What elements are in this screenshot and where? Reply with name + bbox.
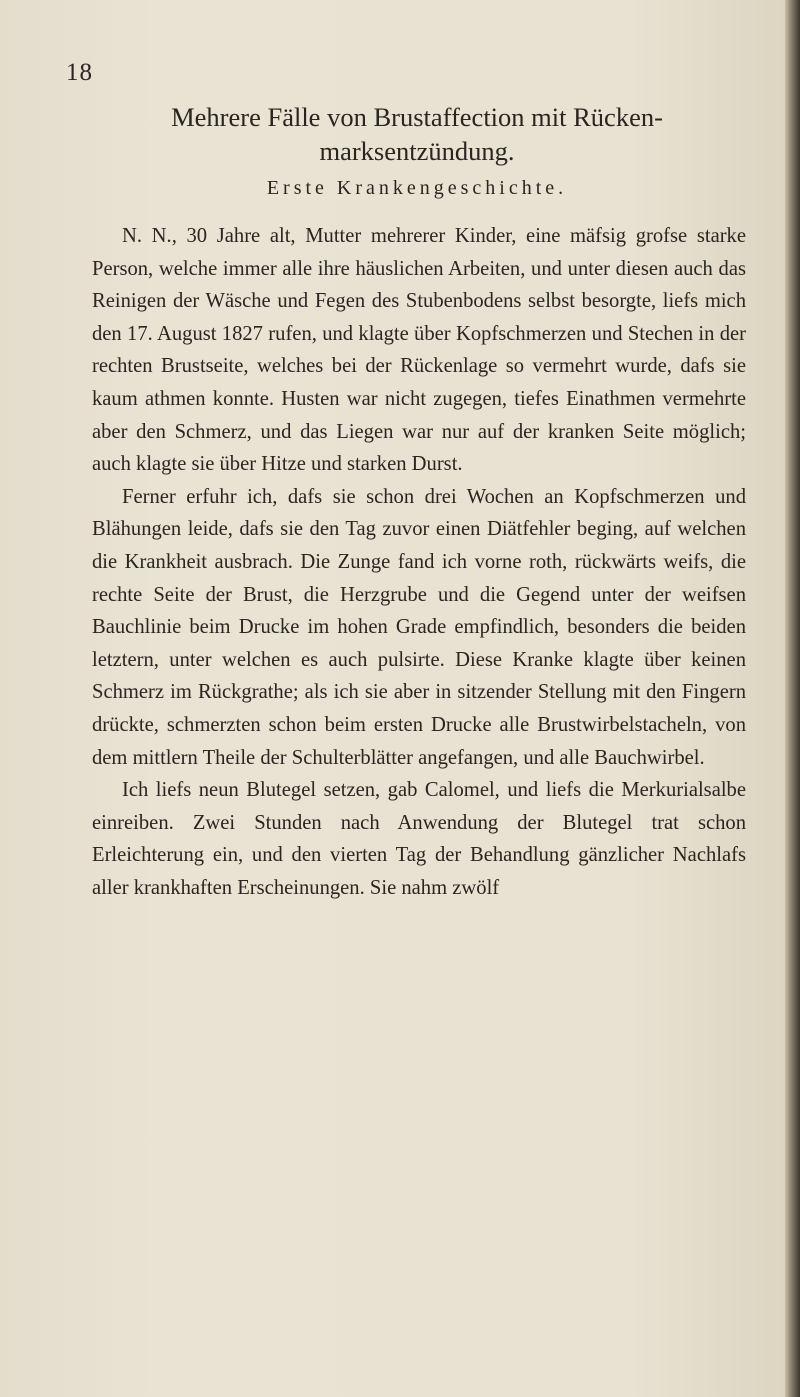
- book-edge-shadow: [785, 0, 800, 1397]
- chapter-title-line-2: marksentzündung.: [319, 136, 515, 166]
- section-heading: Erste Krankengeschichte.: [266, 177, 568, 199]
- chapter-title-line-1: Mehrere Fälle von Brustaffection mit Rücken-: [171, 102, 663, 132]
- body-text: [92, 220, 746, 904]
- page-number: 18: [66, 59, 93, 86]
- paragraph-2: Ferner erfuhr ich, dafs sie schon drei Wochen an Kopfschmerzen und Blähungen leide, dafs sie den Tag zuvor einen Diätfehler beging, auf welchen die Krankheit ausbrach. Die Zunge fand ich vorne roth, rückwärts weifs, die rechte Seite der Brust, die Herzgrube und die Gegend unter der weifsen Bauchlinie beim Drucke im hohen Grade empfindlich, besonders die beiden letztern, unter welchen es auch pulsirte. Diese Kranke klagte über keinen Schmerz im Rückgrathe; als ich sie aber in sitzender Stellung mit den Fingern drückte, schmerzten schon beim ersten Drucke alle Brustwirbelstacheln, von dem mittlern Theile der Schulterblätter angefangen, und alle Bauchwirbel.: [92, 485, 746, 769]
- chapter-title: [92, 100, 742, 168]
- paragraph-1: N. N., 30 Jahre alt, Mutter mehrerer Kinder, eine mäfsig grofse starke Person, welche immer alle ihre häuslichen Arbeiten, und unter diesen auch das Reinigen der Wäsche und Fegen des Stubenbodens selbst besorgte, liefs mich den 17. August 1827 rufen, und klagte über Kopfschmerzen und Stechen in der rechten Brustseite, welches bei der Rückenlage so vermehrt wurde, dafs sie kaum athmen konnte. Husten war nicht zugegen, tiefes Einathmen vermehrte aber den Schmerz, und das Liegen war nur auf der kranken Seite möglich; auch klagte sie über Hitze und starken Durst.: [92, 225, 746, 476]
- paragraph-3: Ich liefs neun Blutegel setzen, gab Calomel, und liefs die Merkurialsalbe einreiben. Zwei Stunden nach Anwendung der Blutegel trat schon Erleichterung ein, und den vierten Tag der Behandlung gänzlicher Nachlafs aller krankhaften Erscheinungen. Sie nahm zwölf: [92, 779, 746, 899]
